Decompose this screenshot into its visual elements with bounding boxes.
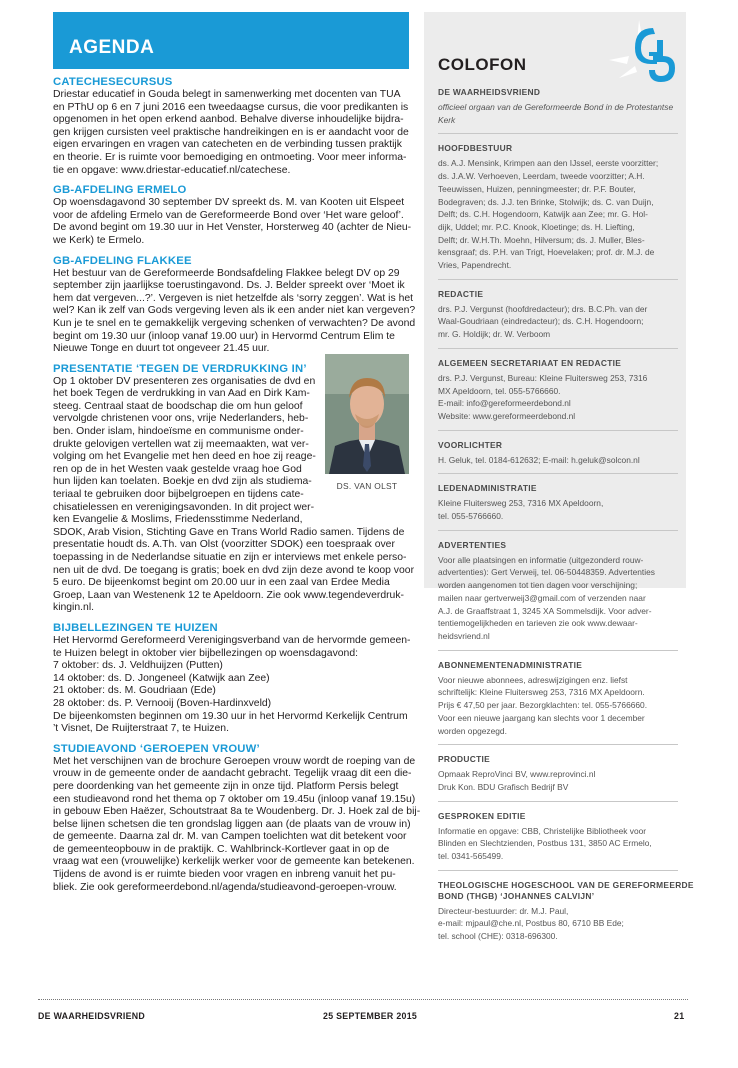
colofon-blocks (438, 87, 694, 959)
colofon-block (438, 660, 678, 746)
section-body: Driestar educatief in Gouda belegt in samenwerking met docenten van TUA en PThU op 6 en 7 juni 2016 een tweedaagse cursus, die voor predikanten is opgenomen in het open erkend aanbod. Behalve diverse inhoudelijke bijdra- gen krijgen cursisten veel praktische handreikingen en is er aandacht voor de eigen ervaringen en vragen van catecheten en de verbinding tussen praktijk en theorie. Er is ruimte voor bemoediging en ontmoeting. Voor meer informa- tie en opgave: www.driestar-educatief.nl/catechese. (53, 89, 409, 176)
section-title: PRESENTATIE ‘TEGEN DE VERDRUKKING IN’ (53, 362, 307, 375)
agenda-header (53, 12, 409, 69)
agenda-item-catechesecursus (53, 75, 409, 177)
colofon-block-title: DE WAARHEIDSVRIEND (438, 87, 541, 97)
colofon-block-body: Voor alle plaatsingen en informatie (uitgezonderd rouw- advertenties): Gert Verweij, tel. 06-50448359. Advertenties worden aangenomen tot tien dagen voor verschijning; mailen naar gertverweij3@gmail.com of verzenden naar A.J. de Graaffstraat 1, 3245 XA Sommelsdijk. Voor adver- tentiemogelijkheden en tarieven zie ook www.dewaar- heidsvriend.nl (438, 554, 655, 641)
footer-date: 25 SEPTEMBER 2015 (323, 1011, 418, 1021)
colofon-block-body: H. Geluk, tel. 0184-612632; E-mail: h.geluk@solcon.nl (438, 454, 640, 465)
section-body: Met het verschijnen van de brochure Geroepen vrouw wordt de roeping van de vrouw in de gemeente onder de aandacht gebracht. Tegelijk vraag dit een die- pere doordenking van het gemeente zijn in onze tijd. Platform Persis belegt een studieavond rond het thema op 7 oktober om 19.45u (inloop vanaf 19.15u) in gebouw Eben Haëzer, Schoutstraat 8a te Woudenberg. Dr. J. Hoek zal de bij- belse lijnen schetsen die ten grondslag liggen aan (de plaats van de vrouw in) de gemeente. Daarna zal dr. M. van Campen toelichten wat dit betekent voor de gemeenteopbouw in de praktijk. C. Wahlbrinck-Kortlever gaat in op de vraag wat een (vrouwelijke) kerkelijk werker voor de gemeente kan betekenen. Tijdens de avond is er ruimte bieden voor vragen en inbreng vanuit het pu- bliek. Zie ook gereformeerdebond.nl/agenda/studieavond-geroepen-vrouw. (53, 755, 421, 893)
footer-publication: DE WAARHEIDSVRIEND (38, 1011, 146, 1021)
colofon-block (438, 879, 694, 950)
colofon-title: COLOFON (438, 55, 527, 74)
agenda-column (53, 12, 421, 894)
colofon-block-title: GESPROKEN EDITIE (438, 810, 526, 821)
agenda-item-flakkee (53, 254, 416, 356)
colofon-block-title: HOOFDBESTUUR (438, 143, 513, 154)
agenda-item-geroepen-vrouw (53, 742, 421, 895)
agenda-item-presentatie (53, 362, 415, 615)
page-number: 21 (674, 1011, 685, 1021)
section-body: Op 1 oktober DV presenteren zes organisaties de dvd en het boek Tegen de verdrukking in van Aad en Dirk Kam- steeg. Centraal staat de boodschap die om hun geloof vervolgde christenen voor ons, vrije Nederlanders, heb- ben. Onder islam, hindoeïsme en communisme onder- drukte gelovigen vertellen wat zij meemaakten, wat ver- volging om het Evangelie met hen deed en hoe zij reage- ren op de in het Westen vaak gestelde vraag hoe God hun lijden kan toelaten. Boekje en dvd zijn als studiema- teriaal te gebruiken door bijbelgroepen en tijdens cate- chisatielessen en verenigingsavonden. In dit project wer- ken Evangelie & Moslims, Friedensstimme Nederland, SDOK, Arab Vision, Stichting Gave en Trans World Radio samen. Tijdens de presentatie houdt ds. A.Th. van Olst (voorzitter SDOK) een toespraak over toepassing in de Nederlandse situatie en zijn er interviews met enkele perso- nen uit de dvd. De toegang is gratis; boek en dvd zijn deze avond te koop voor 5 euro. De bijeenkomst begint om 20.00 uur in een zaal van Erdee Media Groep, Laan van Westenenk 12 te Apeldoorn. Zie ook www.tegendeverdruk- kingin.nl. (53, 375, 415, 614)
colofon-block (438, 540, 678, 651)
portrait-photo (325, 354, 409, 474)
colofon-block (438, 811, 678, 871)
agenda-item-ermelo (53, 183, 412, 247)
gb-logo-icon (609, 20, 681, 92)
colofon-block (438, 289, 678, 349)
section-body: Het Hervormd Gereformeerd Verenigingsverband van de hervormde gemeen- te Huizen belegt in oktober vier bijbellezingen op woensdagavond: 7 oktober: ds. J. Veldhuijzen (Putten) 14 oktober: ds. D. Jongeneel (Katwijk aan Zee) 21 oktober: ds. M. Goudriaan (Ede) 28 oktober: ds. P. Vernooij (Boven-Hardinxveld) De bijeenkomsten beginnen om 19.30 uur in het Hervormd Kerkelijk Centrum ’t Visnet, De Ruijterstraat 7, te Huizen. (53, 634, 411, 735)
colofon-block-body: Directeur-bestuurder: dr. M.J. Paul, e-mail: mjpaul@che.nl, Postbus 80, 6710 BB Ede; tel. school (CHE): 0318-696300. (438, 905, 624, 942)
footer-divider (38, 999, 688, 1000)
colofon-block-body: officieel orgaan van de Gereformeerde Bond in de Protestantse Kerk (438, 102, 674, 125)
colofon-block-body: ds. A.J. Mensink, Krimpen aan den IJssel, eerste voorzitter; ds. J.A.W. Verhoeven, Leerdam, tweede voorzitter; A.H. Teeuwissen, Huizen, penningmeester; dr. P.F. Bouter, Bodegraven; ds. J.J. ten Brinke, Stolwijk; ds. C. van Duijn, Delft; ds. C.H. Hogendoorn, Katwijk aan Zee; mr. G. Hol- dijk, Uddel; mr. P.C. Knook, Kloetinge; ds. H. Liefting, Delft; dr. W.H.Th. Moehn, Hilversum; ds. J. Muller, Bles- kensgraaf; ds. P.H. van Trigt, Hoevelaken; prof. dr. M.J. de Vries, Papendrecht. (438, 158, 659, 271)
portrait-figure (325, 354, 409, 491)
colofon-block-body: drs. P.J. Vergunst, Bureau: Kleine Fluitersweg 253, 7316 MX Apeldoorn, tel. 055-5766660. E-mail: info@gereformeerdebond.nl Website: www.gereformeerdebond.nl (438, 372, 648, 421)
colofon-sidebar (424, 12, 694, 942)
agenda-item-huizen (53, 621, 409, 736)
colofon-block (438, 440, 678, 475)
colofon-block-title: ABONNEMENTENADMINISTRATIE (438, 659, 583, 670)
section-title: CATECHESECURSUS (53, 76, 173, 88)
section-body: Het bestuur van de Gereformeerde Bondsafdeling Flakkee belegt DV op 29 september zijn jaarlijkse toerustingavond. Ds. J. Belder spreekt over ‘Moet ik hem dat vergeven...?’. Vergeven is niet hetzelfde als ‘sorry zeggen’. Wat is het wel? Kan ik zelf van Gods vergeving leven als ik een ander niet kan vergeven? Kun je te snel en te gemakkelijk vergeving schenken of verwachten? De avond begint om 19.30 uur (inloop vanaf 19.00 uur) in Hervormd Centrum Elim te Nieuwe Tonge en duurt tot ongeveer 21.45 uur. (53, 267, 416, 355)
colofon-block (438, 754, 678, 801)
colofon-block-title: THEOLOGISCHE HOGESCHOOL VAN DE GEREFORMEERDE BOND (THGB) ‘JOHANNES CALVIJN’ (438, 879, 694, 901)
colofon-block-title: PRODUCTIE (438, 754, 491, 765)
colofon-block-body: Informatie en opgave: CBB, Christelijke Bibliotheek voor Blinden en Slechtzienden, Postbus 131, 3850 AC Ermelo, tel. 0341-565499. (438, 825, 652, 862)
colofon-block-title: REDACTIE (438, 288, 484, 299)
colofon-block (438, 87, 678, 134)
section-title: GB-AFDELING ERMELO (53, 184, 187, 197)
section-title: STUDIEAVOND ‘GEROEPEN VROUW’ (53, 742, 260, 755)
section-title: GB-AFDELING FLAKKEE (53, 254, 192, 267)
agenda-title: AGENDA (69, 37, 155, 58)
photo-caption: DS. VAN OLST (336, 480, 398, 491)
colofon-block (438, 483, 678, 530)
colofon-block (438, 358, 678, 431)
colofon-block-title: LEDENADMINISTRATIE (438, 483, 537, 494)
colofon-block-body: Opmaak ReproVinci BV, www.reprovinci.nl Druk Kon. BDU Grafisch Bedrijf BV (438, 769, 596, 792)
colofon-block-body: Kleine Fluitersweg 253, 7316 MX Apeldoorn, tel. 055-5766660. (438, 498, 604, 522)
colofon-block-title: ADVERTENTIES (438, 539, 507, 550)
colofon-block (438, 143, 678, 279)
colofon-block-body: Voor nieuwe abonnees, adreswijzigingen enz. liefst schriftelijk: Kleine Fluitersweg 253, 7316 MX Apeldoorn. Prijs € 47,50 per jaar. Bezorgklachten: tel. 055-5766660. Voor een nieuwe jaargang kan slechts voor 1 december worden opgezegd. (438, 674, 648, 736)
colofon-block-title: ALGEMEEN SECRETARIAAT EN REDACTIE (438, 357, 622, 368)
section-body: Op woensdagavond 30 september DV spreekt ds. M. van Kooten uit Elspeet voor de afdeling Ermelo van de Gereformeerde Bond over ‘Het ware geloof’. De avond begint om 19.30 uur in Het Venster, Horsterweg 40 (achter de Nieu- we Kerk) te Ermelo. (53, 197, 412, 246)
colofon-block-body: drs. P.J. Vergunst (hoofdredacteur); drs. B.C.Ph. van der Waal-Goudriaan (eindredacteur); ds. C.H. Hogendoorn; mr. G. Holdijk; dr. W. Verboom (438, 303, 648, 340)
portrait-illustration (325, 354, 409, 474)
section-title: BIJBELLEZINGEN TE HUIZEN (53, 621, 218, 634)
colofon-block-title: VOORLICHTER (438, 439, 503, 450)
